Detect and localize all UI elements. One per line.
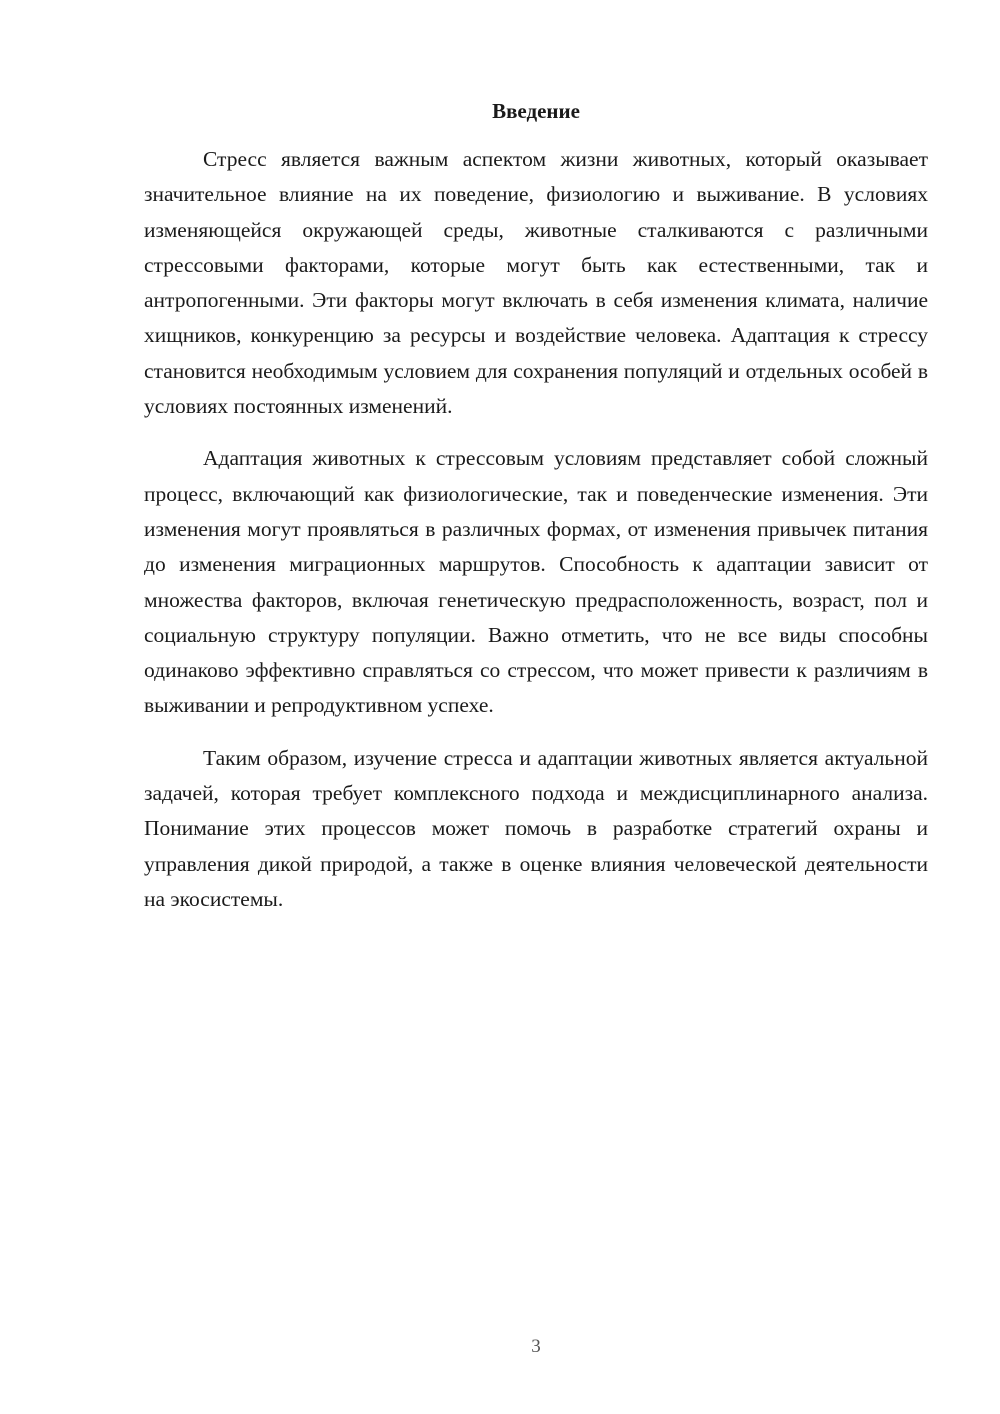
body-text xyxy=(144,142,928,934)
paragraph-3: Таким образом, изучение стресса и адаптации животных является актуальной задачей, которая требует комплексного подхода и междисциплинарного анализа. Понимание этих процессов может помочь в разработке стратегий охраны и управления дикой природой, а также в оценке влияния человеческой деятельности на экосистемы. xyxy=(144,745,928,911)
paragraph-1: Стресс является важным аспектом жизни животных, который оказывает значительное влияние на их поведение, физиологию и выживание. В условиях изменяющейся окружающей среды, животные сталкиваются с различными стрессовыми факторами, которые могут быть как естественными, так и антропогенными. Эти факторы могут включать в себя изменения климата, наличие хищников, конкуренцию за ресурсы и воздействие человека. Адаптация к стрессу становится необходимым условием для сохранения популяций и отдельных особей в условиях постоянных изменений. xyxy=(144,147,928,419)
paragraph-2: Адаптация животных к стрессовым условиям представляет собой сложный процесс, включающий как физиологические, так и поведенческие изменения. Эти изменения могут проявляться в различных формах, от изменения привычек питания до изменения миграционных маршрутов. Способность к адаптации зависит от множества факторов, включая генетическую предрасположенность, возраст, пол и социальную структуру популяции. Важно отметить, что не все виды способны одинаково эффективно справляться со стрессом, что может привести к различиям в выживании и репродуктивном успехе. xyxy=(144,446,928,718)
page-number: 3 xyxy=(531,1336,541,1357)
page-title: Введение xyxy=(492,99,580,123)
